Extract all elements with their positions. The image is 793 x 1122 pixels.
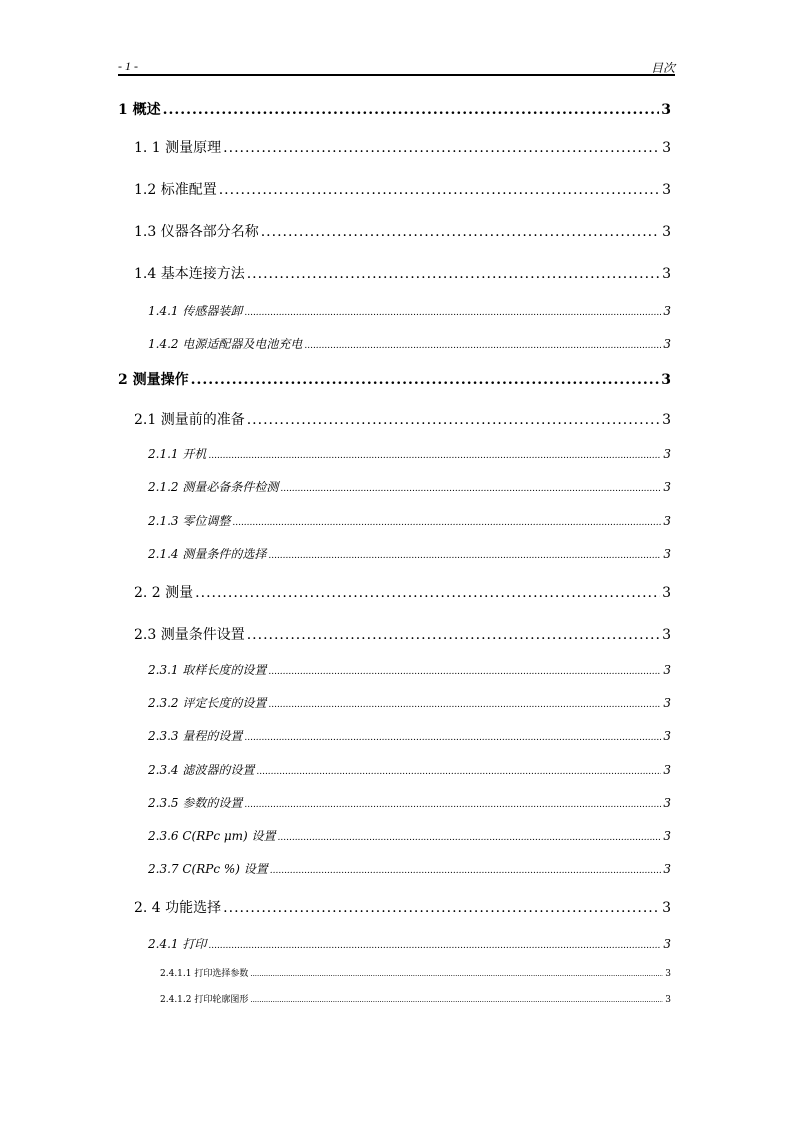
toc-leader-dots — [208, 941, 661, 951]
toc-entry[interactable] — [148, 512, 671, 529]
toc-entry[interactable] — [134, 582, 671, 602]
toc-leader-dots — [247, 627, 660, 643]
toc-entry-page: 3 — [662, 182, 671, 198]
toc-entry-label: 2.4.1.1 打印选择参数 — [160, 969, 249, 979]
toc-entry-label: 2.3.1 取样长度的设置 — [148, 663, 267, 677]
toc-entry-label: 2.3.4 滤波器的设置 — [148, 763, 255, 777]
toc-leader-dots — [244, 800, 661, 810]
toc-entry-page: 3 — [662, 412, 671, 428]
toc-entry[interactable] — [134, 263, 671, 283]
toc-entry-page: 3 — [665, 969, 671, 979]
toc-entry[interactable] — [148, 545, 671, 562]
toc-entry-label: 1.4.2 电源适配器及电池充电 — [148, 337, 303, 351]
toc-entry[interactable] — [148, 478, 671, 495]
toc-entry-label: 2.3.2 评定长度的设置 — [148, 696, 267, 710]
toc-leader-dots — [280, 484, 661, 494]
toc-entry-label: 1.4.1 传感器装卸 — [148, 304, 243, 318]
section-title: 目次 — [650, 61, 675, 75]
toc-entry-page: 3 — [662, 224, 671, 240]
toc-leader-dots — [247, 412, 660, 428]
toc-leader-dots — [244, 733, 661, 743]
toc-leader-dots — [195, 585, 660, 601]
toc-entry-label: 2.3.5 参数的设置 — [148, 796, 243, 810]
toc-leader-dots — [219, 182, 660, 198]
toc-entry-page: 3 — [663, 547, 671, 561]
toc-leader-dots — [268, 700, 661, 710]
toc-entry-label: 2.1.4 测量条件的选择 — [148, 547, 267, 561]
toc-entry-page: 3 — [663, 829, 671, 843]
toc-entry[interactable] — [148, 935, 671, 952]
toc-entry[interactable] — [134, 409, 671, 429]
toc-entry[interactable] — [160, 966, 671, 979]
toc-leader-dots — [268, 551, 661, 561]
toc-entry[interactable] — [134, 624, 671, 644]
toc-entry-page: 3 — [662, 266, 671, 282]
toc-entry-page: 3 — [662, 900, 671, 916]
toc-leader-dots — [244, 308, 661, 318]
toc-entry[interactable] — [134, 137, 671, 157]
toc-entry-page: 3 — [663, 937, 671, 951]
toc-entry[interactable] — [148, 827, 671, 844]
toc-entry-page: 3 — [662, 585, 671, 601]
toc-entry-page: 3 — [661, 102, 671, 118]
toc-leader-dots — [223, 140, 660, 156]
toc-entry[interactable] — [148, 860, 671, 877]
toc-entry-page: 3 — [663, 447, 671, 461]
toc-entry-label: 2.3.6 C(RPc μm) 设置 — [148, 829, 276, 843]
toc-leader-dots — [163, 102, 660, 118]
toc-entry[interactable] — [148, 302, 671, 319]
toc-leader-dots — [268, 667, 661, 677]
toc-entry[interactable] — [148, 761, 671, 778]
toc-entry-page: 3 — [663, 696, 671, 710]
toc-entry[interactable] — [134, 221, 671, 241]
toc-entry-page: 3 — [663, 729, 671, 743]
toc-entry-page: 3 — [662, 140, 671, 156]
toc-entry-label: 2.3.7 C(RPc %) 设置 — [148, 862, 268, 876]
toc-entry[interactable] — [148, 445, 671, 462]
toc-leader-dots — [250, 970, 663, 978]
toc-entry-page: 3 — [663, 763, 671, 777]
toc-entry-label: 2.1.3 零位调整 — [148, 514, 231, 528]
toc-entry-page: 3 — [663, 304, 671, 318]
toc-entry-page: 3 — [663, 862, 671, 876]
toc-entry-label: 2.4.1.2 打印轮廓图形 — [160, 995, 249, 1005]
toc-entry-label: 2. 4 功能选择 — [134, 900, 222, 916]
toc-entry[interactable] — [148, 661, 671, 678]
toc-entry-label: 1.3 仪器各部分名称 — [134, 224, 259, 240]
toc-leader-dots — [250, 996, 663, 1004]
toc-entry-page: 3 — [663, 796, 671, 810]
toc-entry-label: 1 概述 — [118, 102, 161, 118]
toc-entry-page: 3 — [665, 995, 671, 1005]
toc-entry-page: 3 — [661, 372, 671, 388]
toc-entry-label: 1. 1 测量原理 — [134, 140, 222, 156]
toc-entry[interactable] — [148, 727, 671, 744]
toc-leader-dots — [278, 833, 662, 843]
toc-entry[interactable] — [148, 335, 671, 352]
toc-entry[interactable] — [118, 99, 671, 119]
toc-entry-label: 2.3 测量条件设置 — [134, 627, 245, 643]
toc-entry-label: 2.1 测量前的准备 — [134, 412, 245, 428]
toc-entry-page: 3 — [663, 514, 671, 528]
toc-entry-label: 1.4 基本连接方法 — [134, 266, 245, 282]
toc-leader-dots — [256, 767, 661, 777]
page-number: - 1 - — [118, 59, 138, 73]
toc-entry-page: 3 — [663, 663, 671, 677]
toc-leader-dots — [247, 266, 660, 282]
toc-entry-page: 3 — [663, 480, 671, 494]
toc-entry-label: 2.1.2 测量必备条件检测 — [148, 480, 279, 494]
toc-leader-dots — [223, 900, 660, 916]
toc-entry[interactable] — [160, 992, 671, 1005]
toc-entry-label: 1.2 标准配置 — [134, 182, 217, 198]
toc-leader-dots — [232, 518, 661, 528]
toc-entry-page: 3 — [663, 337, 671, 351]
toc-entry[interactable] — [148, 694, 671, 711]
toc-entry-label: 2.1.1 开机 — [148, 447, 207, 461]
toc-leader-dots — [261, 224, 660, 240]
toc-entry-label: 2.3.3 量程的设置 — [148, 729, 243, 743]
toc-entry[interactable] — [148, 794, 671, 811]
toc-entry-page: 3 — [662, 627, 671, 643]
toc-entry[interactable] — [134, 179, 671, 199]
toc-entry[interactable] — [134, 897, 671, 917]
toc-entry-label: 2 测量操作 — [118, 372, 189, 388]
toc-leader-dots — [304, 341, 661, 351]
toc-leader-dots — [270, 866, 662, 876]
toc-entry[interactable] — [118, 369, 671, 389]
toc-entry-label: 2.4.1 打印 — [148, 937, 207, 951]
toc-leader-dots — [208, 451, 661, 461]
toc-entry-label: 2. 2 测量 — [134, 585, 194, 601]
toc-leader-dots — [191, 372, 660, 388]
